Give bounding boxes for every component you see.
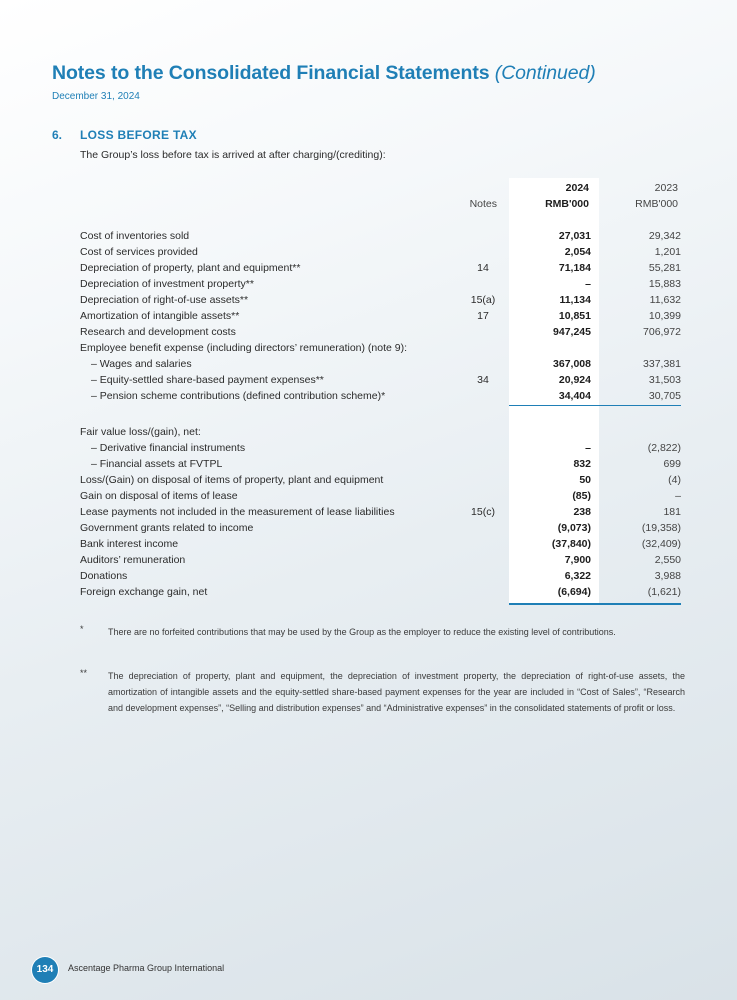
row-value-2024: 20,924	[558, 374, 591, 386]
page-title-suffix: (Continued)	[494, 62, 596, 84]
row-value-2024: 71,184	[558, 262, 591, 274]
row-value-2023: (19,358)	[641, 522, 681, 534]
row-label: Gain on disposal of items of lease	[80, 490, 238, 502]
row-value-2024: 7,900	[564, 554, 591, 566]
row-value-2023: 31,503	[648, 374, 681, 386]
table-row	[0, 342, 737, 358]
table-row	[0, 570, 737, 586]
row-label: Fair value loss/(gain), net:	[80, 426, 201, 438]
row-label: Cost of inventories sold	[80, 230, 190, 242]
row-value-2023: 706,972	[643, 326, 681, 338]
table-row	[0, 586, 737, 602]
table-row	[0, 390, 737, 406]
footnote-text: There are no forfeited contributions that may be used by the Group as the employer to reduce the existing level of contributions.	[108, 627, 616, 637]
row-label: Foreign exchange gain, net	[80, 586, 208, 598]
row-value-2024: 6,322	[564, 570, 591, 582]
row-value-2024: 11,134	[559, 294, 591, 306]
row-value-2024: (85)	[572, 490, 591, 502]
row-value-2024: –	[585, 278, 591, 290]
unit-2024-header: RMB'000	[545, 198, 589, 210]
footnote-mark: *	[80, 624, 84, 634]
row-label: – Financial assets at FVTPL	[91, 458, 223, 470]
row-label: Amortization of intangible assets**	[80, 310, 240, 322]
year-2023-header: 2023	[654, 182, 678, 194]
row-value-2023: –	[675, 490, 681, 502]
table-row	[0, 358, 737, 374]
row-value-2024: 50	[579, 474, 591, 486]
row-label: Research and development costs	[80, 326, 236, 338]
row-label: – Pension scheme contributions (defined contribution scheme)*	[91, 390, 386, 402]
row-label: – Equity-settled share-based payment expenses**	[91, 374, 324, 386]
table-row	[0, 442, 737, 458]
row-label: Lease payments not included in the measurement of lease liabilities	[80, 506, 395, 518]
row-label: Depreciation of property, plant and equipment**	[80, 262, 301, 274]
page-title	[52, 62, 596, 85]
row-value-2023: 30,705	[648, 390, 681, 402]
row-value-2024: 367,008	[553, 358, 591, 370]
row-label: Cost of services provided	[80, 246, 198, 258]
row-label: Auditors’ remuneration	[80, 554, 186, 566]
notes-column-header: Notes	[469, 198, 497, 210]
total-rule	[509, 603, 681, 605]
row-note: 15(c)	[471, 506, 495, 518]
row-value-2024: 2,054	[564, 246, 591, 258]
footnote-mark: **	[80, 668, 88, 678]
company-name: Ascentage Pharma Group International	[68, 963, 225, 973]
year-2024-header: 2024	[565, 182, 589, 194]
row-value-2024: 238	[573, 506, 591, 518]
subtotal-rule	[509, 405, 681, 406]
row-label: Donations	[80, 570, 128, 582]
row-label: – Derivative financial instruments	[91, 442, 246, 454]
row-value-2024: –	[585, 442, 591, 454]
row-value-2024: 34,404	[558, 390, 591, 402]
row-value-2023: (2,822)	[647, 442, 681, 454]
table-row	[0, 310, 737, 326]
row-value-2023: 15,883	[648, 278, 681, 290]
row-value-2024: (6,694)	[557, 586, 591, 598]
table-row	[0, 262, 737, 278]
row-label: – Wages and salaries	[91, 358, 192, 370]
table-row	[0, 230, 737, 246]
row-value-2023: 29,342	[648, 230, 681, 242]
row-value-2023: 337,381	[643, 358, 681, 370]
row-value-2023: (4)	[668, 474, 681, 486]
row-value-2023: 1,201	[654, 246, 681, 258]
table-row	[0, 374, 737, 390]
table-row	[0, 538, 737, 554]
table-row	[0, 522, 737, 538]
row-note: 17	[477, 310, 489, 322]
table-row	[0, 506, 737, 522]
table-row	[0, 426, 737, 442]
row-value-2023: 2,550	[654, 554, 681, 566]
table-row	[0, 474, 737, 490]
row-note: 14	[477, 262, 489, 274]
row-value-2024: (37,840)	[551, 538, 591, 550]
table-row	[0, 490, 737, 506]
row-value-2023: 10,399	[648, 310, 681, 322]
row-label: Loss/(Gain) on disposal of items of property, plant and equipment	[80, 474, 384, 486]
table-row	[0, 554, 737, 570]
row-label: Depreciation of right-of-use assets**	[80, 294, 249, 306]
row-label: Depreciation of investment property**	[80, 278, 254, 290]
page-date: December 31, 2024	[52, 91, 140, 102]
row-value-2023: 55,281	[648, 262, 681, 274]
table-row	[0, 246, 737, 262]
row-value-2023: (1,621)	[647, 586, 681, 598]
row-value-2023: 699	[663, 458, 681, 470]
table-row	[0, 458, 737, 474]
page-title-main: Notes to the Consolidated Financial Statements	[52, 62, 490, 84]
table-row	[0, 278, 737, 294]
row-note: 15(a)	[470, 294, 496, 306]
row-label: Bank interest income	[80, 538, 179, 550]
section-title: LOSS BEFORE TAX	[80, 128, 197, 142]
row-label: Government grants related to income	[80, 522, 254, 534]
row-value-2024: (9,073)	[557, 522, 591, 534]
table-row	[0, 294, 737, 310]
row-label: Employee benefit expense (including directors’ remuneration) (note 9):	[80, 342, 408, 354]
section-number: 6.	[52, 128, 63, 142]
row-value-2024: 947,245	[553, 326, 591, 338]
table-row	[0, 326, 737, 342]
row-value-2023: 3,988	[654, 570, 681, 582]
unit-2023-header: RMB'000	[635, 198, 678, 210]
row-value-2023: 181	[663, 506, 681, 518]
page-number: 134	[32, 957, 58, 983]
row-value-2023: 11,632	[649, 294, 681, 306]
row-value-2023: (32,409)	[641, 538, 681, 550]
row-value-2024: 10,851	[558, 310, 591, 322]
footnote-text: The depreciation of property, plant and equipment, the depreciation of investment property, the depreciation of right-of-use assets, the amortization of intangible assets and the equity-settled share-based payment expenses for the year are included in “Cost of Sales”, “Research and development expenses”, “Selling and distribution expenses” and “Administrative expenses” in the consolidated statements of profit or loss.	[108, 671, 685, 713]
row-value-2024: 27,031	[558, 230, 591, 242]
section-intro: The Group’s loss before tax is arrived at after charging/(crediting):	[80, 149, 386, 161]
row-value-2024: 832	[573, 458, 591, 470]
row-note: 34	[477, 374, 489, 386]
